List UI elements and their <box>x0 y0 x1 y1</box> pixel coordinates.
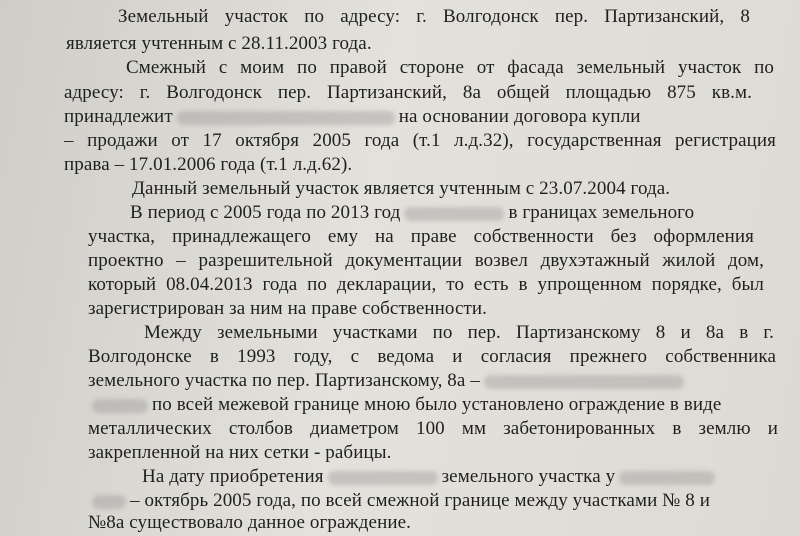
text-line <box>130 202 694 224</box>
redacted-name <box>92 399 148 413</box>
text-line <box>64 130 776 152</box>
text-span: земельного участка по пер. Партизанскому, 8а – <box>88 370 480 391</box>
text-line <box>88 226 754 248</box>
text-line <box>88 490 710 512</box>
text-line: является учтенным с 28.11.2003 года. <box>66 33 372 54</box>
text-span: адресу: г. Волгодонск пер. Партизанский, 8а общей площадью 875 кв.м. <box>64 82 752 103</box>
redacted-name <box>328 471 438 485</box>
text-line: закрепленной на них сетки - рабицы. <box>88 442 392 463</box>
text-span: – октябрь 2005 года, по всей смежной границе между участками № 8 и <box>130 490 710 511</box>
text-line <box>142 466 719 488</box>
text-line <box>88 394 721 416</box>
redacted-name <box>177 111 395 125</box>
text-span: принадлежит <box>64 106 173 127</box>
text-span: Земельный участок по адресу: г. Волгодонск пер. Партизанский, 8 <box>118 6 750 27</box>
text-line <box>64 106 641 128</box>
text-line: Данный земельный участок является учтенным с 23.07.2004 года. <box>132 178 671 199</box>
text-line: зарегистрирован за ним на праве собственности. <box>88 298 488 319</box>
text-span: На дату приобретения <box>142 466 324 487</box>
text-span: в границах земельного <box>508 202 695 223</box>
text-span: по всей межевой границе мною было установлено ограждение в виде <box>152 394 722 415</box>
text-line <box>64 82 752 104</box>
text-span: участка, принадлежащего ему на праве собственности без оформления <box>88 226 754 247</box>
text-span: В период с 2005 года по 2013 год <box>130 202 401 223</box>
text-line <box>88 250 764 272</box>
redacted-name <box>619 471 715 485</box>
text-line <box>118 6 750 28</box>
redacted-name <box>484 375 684 389</box>
text-line: права – 17.01.2006 года (т.1 л.д.62). <box>64 154 353 175</box>
text-span: металлических столбов диаметром 100 мм забетонированных в землю и <box>88 418 778 439</box>
text-line: №8а существовало данное ограждение. <box>88 512 411 533</box>
text-line <box>88 418 778 440</box>
text-span: – продажи от 17 октября 2005 года (т.1 л.д.32), государственная регистрация <box>64 130 776 151</box>
text-span: Смежный с моим по правой стороне от фасада земельный участок по <box>126 57 774 78</box>
redacted-name <box>92 495 126 509</box>
text-span: на основании договора купли <box>398 106 641 127</box>
text-span: Между земельными участками по пер. Партизанскому 8 и 8а в г. <box>144 322 774 343</box>
text-line <box>144 322 774 344</box>
text-line <box>88 370 688 392</box>
text-line <box>88 274 764 296</box>
text-line <box>88 346 776 368</box>
redacted-name <box>404 207 504 221</box>
text-span: Волгодонске в 1993 году, с ведома и согласия прежнего собственника <box>88 346 776 367</box>
text-span: земельного участка у <box>441 466 616 487</box>
text-span: который 08.04.2013 года по декларации, то есть в упрощенном порядке, был <box>88 274 764 295</box>
text-span: проектно – разрешительной документации возвел двухэтажный жилой дом, <box>88 250 764 271</box>
text-line <box>126 57 774 79</box>
